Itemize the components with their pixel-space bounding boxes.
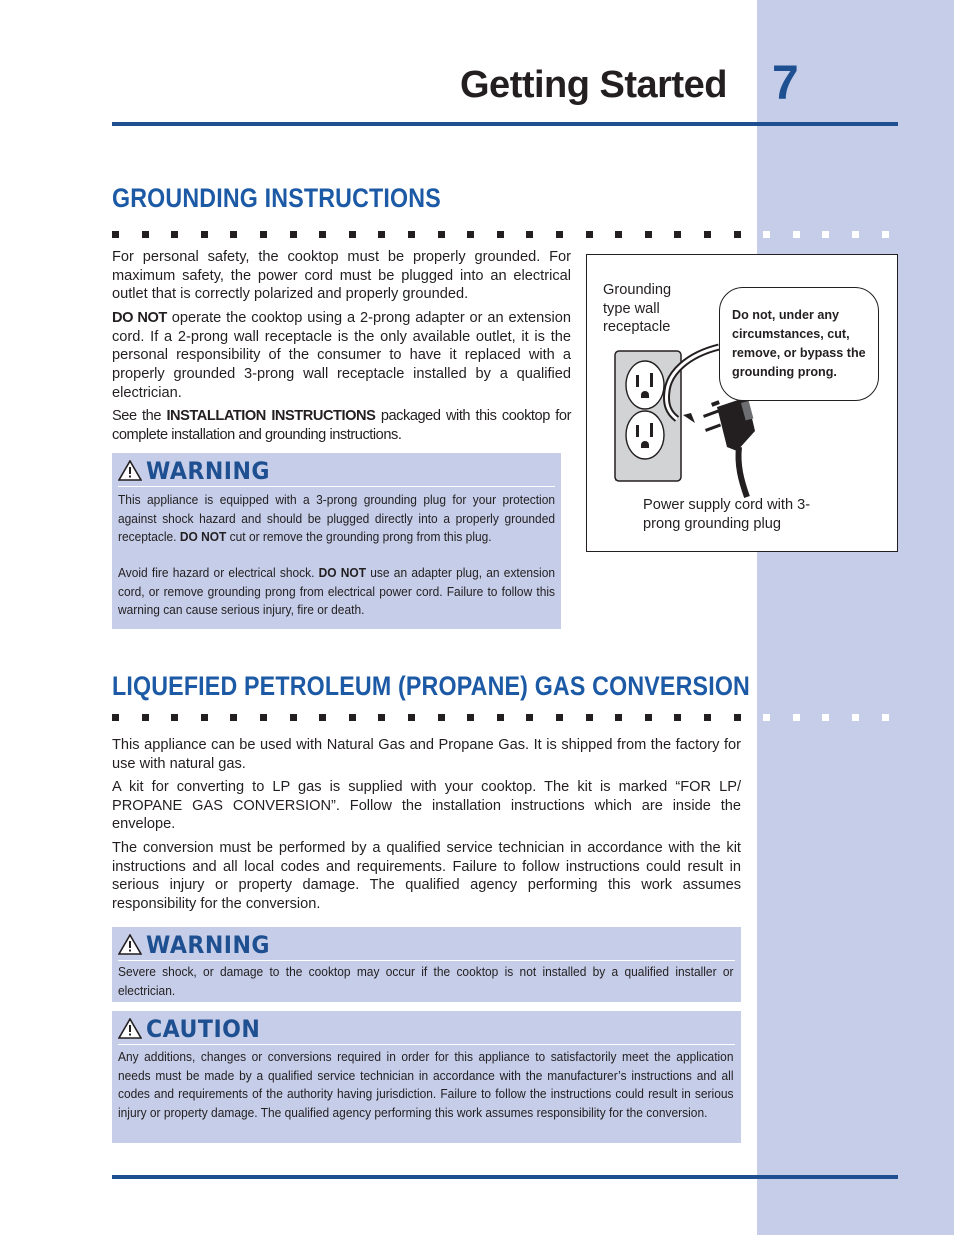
divider-dot — [734, 714, 741, 721]
divider-dot — [438, 714, 445, 721]
divider-dot — [201, 231, 208, 238]
power-cord — [738, 447, 747, 497]
divider-dot — [852, 231, 859, 238]
divider-dot — [556, 714, 563, 721]
divider-dot — [142, 714, 149, 721]
divider-dot — [467, 231, 474, 238]
divider-dot — [734, 231, 741, 238]
lp-paragraph-3: The conversion must be performed by a qualified service technician in accordance with the kit instructions and all local codes and requirements. Failure to follow instructions could result in serious injury or property damage. The qualified agency performing this work assumes responsibility for the conversion. — [112, 840, 741, 913]
divider-dot — [882, 714, 889, 721]
lp-caution-box — [112, 1011, 741, 1143]
divider-dot — [497, 714, 504, 721]
divider-dot — [260, 231, 267, 238]
warning-header — [118, 931, 735, 961]
lp-warning-text: Severe shock, or damage to the cooktop may occur if the cooktop is not installed by a qualified installer or electrician. — [118, 964, 734, 998]
divider-dot — [763, 714, 770, 721]
divider-dot — [822, 714, 829, 721]
divider-dot — [349, 231, 356, 238]
page-number: 7 — [772, 57, 799, 110]
warning-text-2: Avoid fire hazard or electrical shock. DO NOT use an adapter plug, an extension cord, or remove grounding prong from electrical power cord. Failure to follow this warning can cause serious injury, fire or death. — [118, 565, 555, 618]
divider-dot — [171, 714, 178, 721]
divider-dot — [378, 714, 385, 721]
grounding-warning-box — [112, 453, 561, 629]
divider-dot — [260, 714, 267, 721]
divider-dot — [290, 714, 297, 721]
grounding-paragraph-2: DO NOT operate the cooktop using a 2-prong adapter or an extension cord. If a 2-prong wall receptacle is the only available outlet, it is the personal responsibility of the consumer to have it replaced with a properly grounded 3-prong wall receptacle installed by a qualified electrician. — [112, 310, 571, 401]
warning-label: WARNING — [146, 457, 270, 485]
divider-dot — [704, 231, 711, 238]
grounding-heading: GROUNDING INSTRUCTIONS — [112, 183, 441, 213]
lp-paragraph-1: This appliance can be used with Natural Gas and Propane Gas. It is shipped from the factory for use with natural gas. — [112, 737, 741, 772]
warning-triangle-icon — [118, 460, 142, 481]
divider-dot — [822, 231, 829, 238]
divider-dot — [112, 714, 119, 721]
lp-heading: LIQUEFIED PETROLEUM (PROPANE) GAS CONVERSION — [112, 671, 750, 701]
warning-text-1: This appliance is equipped with a 3-prong grounding plug for your protection against shock hazard and should be plugged directly into a properly grounded receptacle. DO NOT cut or remove the grounding prong from this plug. — [118, 492, 555, 545]
divider-dot — [556, 231, 563, 238]
divider-dot — [674, 231, 681, 238]
footer-rule — [112, 1175, 898, 1179]
lp-warning-box — [112, 927, 741, 1002]
divider-dot — [467, 714, 474, 721]
divider-dot — [674, 714, 681, 721]
divider-dot — [171, 231, 178, 238]
divider-dot — [230, 231, 237, 238]
divider-dot — [497, 231, 504, 238]
divider-dot — [793, 714, 800, 721]
page-title: Getting Started — [460, 64, 727, 106]
divider-dot — [645, 714, 652, 721]
dot-divider-2 — [112, 714, 898, 722]
divider-dot — [526, 714, 533, 721]
outlet-socket-bottom — [626, 411, 664, 459]
cord-label: Power supply cord with 3-prong grounding plug — [643, 497, 811, 532]
divider-dot — [408, 714, 415, 721]
divider-dot — [852, 714, 859, 721]
divider-dot — [586, 714, 593, 721]
divider-dot — [378, 231, 385, 238]
divider-dot — [290, 231, 297, 238]
receptacle-label: Grounding type wall receptacle — [603, 282, 672, 336]
lp-paragraph-2: A kit for converting to LP gas is supplied with your cooktop. The kit is marked “FOR LP/ PROPANE GAS CONVERSION”. Follow the installation instructions which are inside the envelope. — [112, 779, 741, 833]
caution-label: CAUTION — [146, 1015, 261, 1043]
divider-dot — [882, 231, 889, 238]
warning-label: WARNING — [146, 931, 270, 959]
warning-header — [118, 457, 555, 487]
caution-header — [118, 1015, 735, 1045]
divider-dot — [112, 231, 119, 238]
dot-divider-1 — [112, 231, 898, 239]
divider-dot — [526, 231, 533, 238]
divider-dot — [230, 714, 237, 721]
grounding-paragraph-1: For personal safety, the cooktop must be properly grounded. For maximum safety, the power cord must be plugged into an electrical outlet that is correctly polarized and properly grounded. — [112, 249, 571, 303]
divider-dot — [142, 231, 149, 238]
caution-triangle-icon — [118, 1018, 142, 1039]
divider-dot — [438, 231, 445, 238]
divider-dot — [319, 231, 326, 238]
divider-dot — [763, 231, 770, 238]
divider-dot — [615, 231, 622, 238]
header-rule — [112, 122, 898, 126]
grounding-paragraph-3: See the INSTALLATION INSTRUCTIONS packaged with this cooktop for complete installation and grounding instructions. — [112, 408, 571, 443]
divider-dot — [645, 231, 652, 238]
grounding-callout: Do not, under any circumstances, cut, remove, or bypass the grounding prong. — [719, 287, 879, 401]
divider-dot — [349, 714, 356, 721]
grounding-figure — [586, 254, 898, 552]
side-band — [757, 0, 954, 1235]
divider-dot — [615, 714, 622, 721]
warning-triangle-icon — [118, 934, 142, 955]
lp-caution-text: Any additions, changes or conversions required in order for this appliance to satisfactorily meet the application needs must be made by a qualified service technician in accordance with the manufacturer’s instructions and all codes and requirements of the authority having jurisdiction. Failure to follow the instructions could result in serious injury or property damage. The qualified agency performing this work assumes responsibility for the conversion. — [118, 1049, 734, 1121]
divider-dot — [793, 231, 800, 238]
divider-dot — [201, 714, 208, 721]
insert-arrow-icon — [683, 413, 695, 423]
divider-dot — [408, 231, 415, 238]
outlet-socket-top — [626, 361, 664, 409]
divider-dot — [704, 714, 711, 721]
divider-dot — [319, 714, 326, 721]
divider-dot — [586, 231, 593, 238]
